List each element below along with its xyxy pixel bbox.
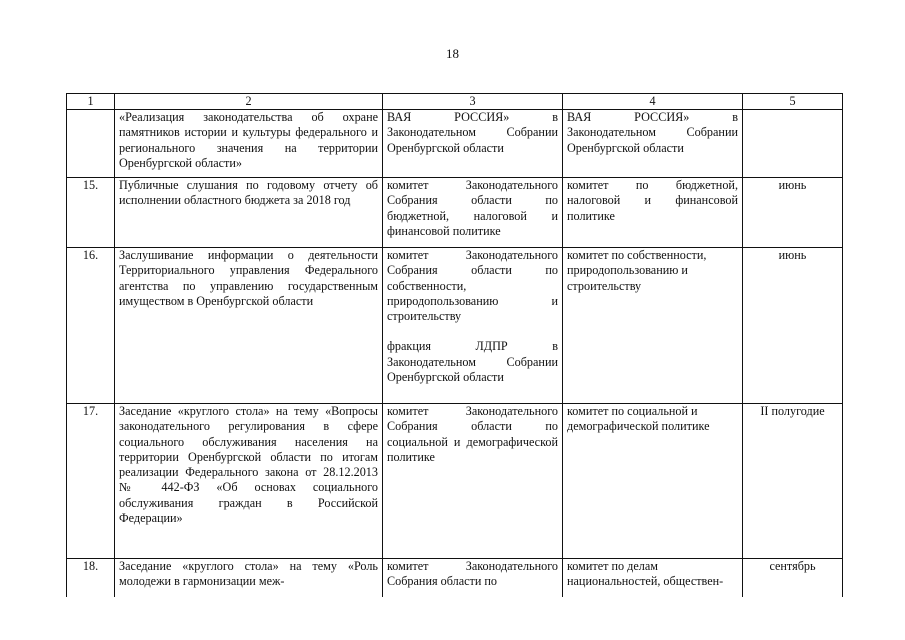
term-cell: сентябрь <box>743 559 843 597</box>
committee-cell: комитет по собственности, природопользованию и строительству <box>563 248 743 404</box>
row-number: 18. <box>67 559 115 597</box>
responsible-text: комитет Законодательного Собрания области по социальной и демографической политике <box>387 404 558 464</box>
responsible-text: комитет Законодательного Собрания области по <box>387 559 558 589</box>
committee-cell: комитет по делам национальностей, обществен- <box>563 559 743 597</box>
responsible-cell <box>383 559 563 597</box>
term-cell: июнь <box>743 248 843 404</box>
table-row <box>67 248 843 404</box>
responsible-cell <box>383 404 563 559</box>
event-title: «Реализация законодательства об охране памятников истории и культуры федерального и регионального значения на территории Оренбургской области» <box>115 110 383 178</box>
event-title: Публичные слушания по годовому отчету об исполнении областного бюджета за 2018 год <box>115 178 383 248</box>
responsible-cell <box>383 178 563 248</box>
table-row <box>67 110 843 178</box>
responsible-extra-text: фракция ЛДПР в Законодательном Собрании Оренбургской области <box>387 339 558 385</box>
responsible-cell <box>383 110 563 178</box>
responsible-text: комитет Законодательного Собрания области по собственности, природопользованию и строительству <box>387 248 558 324</box>
row-number: 16. <box>67 248 115 404</box>
table-header-row <box>67 94 843 110</box>
column-number-header: 4 <box>563 94 743 110</box>
table-row <box>67 404 843 559</box>
term-cell: II полугодие <box>743 404 843 559</box>
event-title: Заседание «круглого стола» на тему «Роль молодежи в гармонизации меж- <box>115 559 383 597</box>
term-cell: июнь <box>743 178 843 248</box>
responsible-text: ВАЯ РОССИЯ» в Законодательном Собрании Оренбургской области <box>387 110 558 155</box>
spacer <box>387 324 558 339</box>
committee-cell: комитет по бюджетной, налоговой и финансовой политике <box>563 178 743 248</box>
event-title: Заслушивание информации о деятельности Территориального управления Федерального агентства по управлению государственным имуществом в Оренбургской области <box>115 248 383 404</box>
column-number-header: 1 <box>67 94 115 110</box>
committee-cell: ВАЯ РОССИЯ» в Законодательном Собрании Оренбургской области <box>563 110 743 178</box>
term-cell <box>743 110 843 178</box>
events-plan-table <box>66 93 843 597</box>
table-row <box>67 559 843 597</box>
column-number-header: 2 <box>115 94 383 110</box>
column-number-header: 3 <box>383 94 563 110</box>
row-number: 17. <box>67 404 115 559</box>
row-number <box>67 110 115 178</box>
responsible-cell <box>383 248 563 404</box>
column-number-header: 5 <box>743 94 843 110</box>
responsible-text: комитет Законодательного Собрания области по бюджетной, налоговой и финансовой политике <box>387 178 558 238</box>
page-number: 18 <box>446 46 459 61</box>
event-title: Заседание «круглого стола» на тему «Вопросы законодательного регулирования в сфере социального обслуживания населения на территории Оренбургской области по итогам реализации Федерального закона от 28.12.2013 № 442-ФЗ «Об основах социального обслуживания граждан в Российской Федерации» <box>115 404 383 559</box>
table-row <box>67 178 843 248</box>
row-number: 15. <box>67 178 115 248</box>
committee-cell: комитет по социальной и демографической политике <box>563 404 743 559</box>
